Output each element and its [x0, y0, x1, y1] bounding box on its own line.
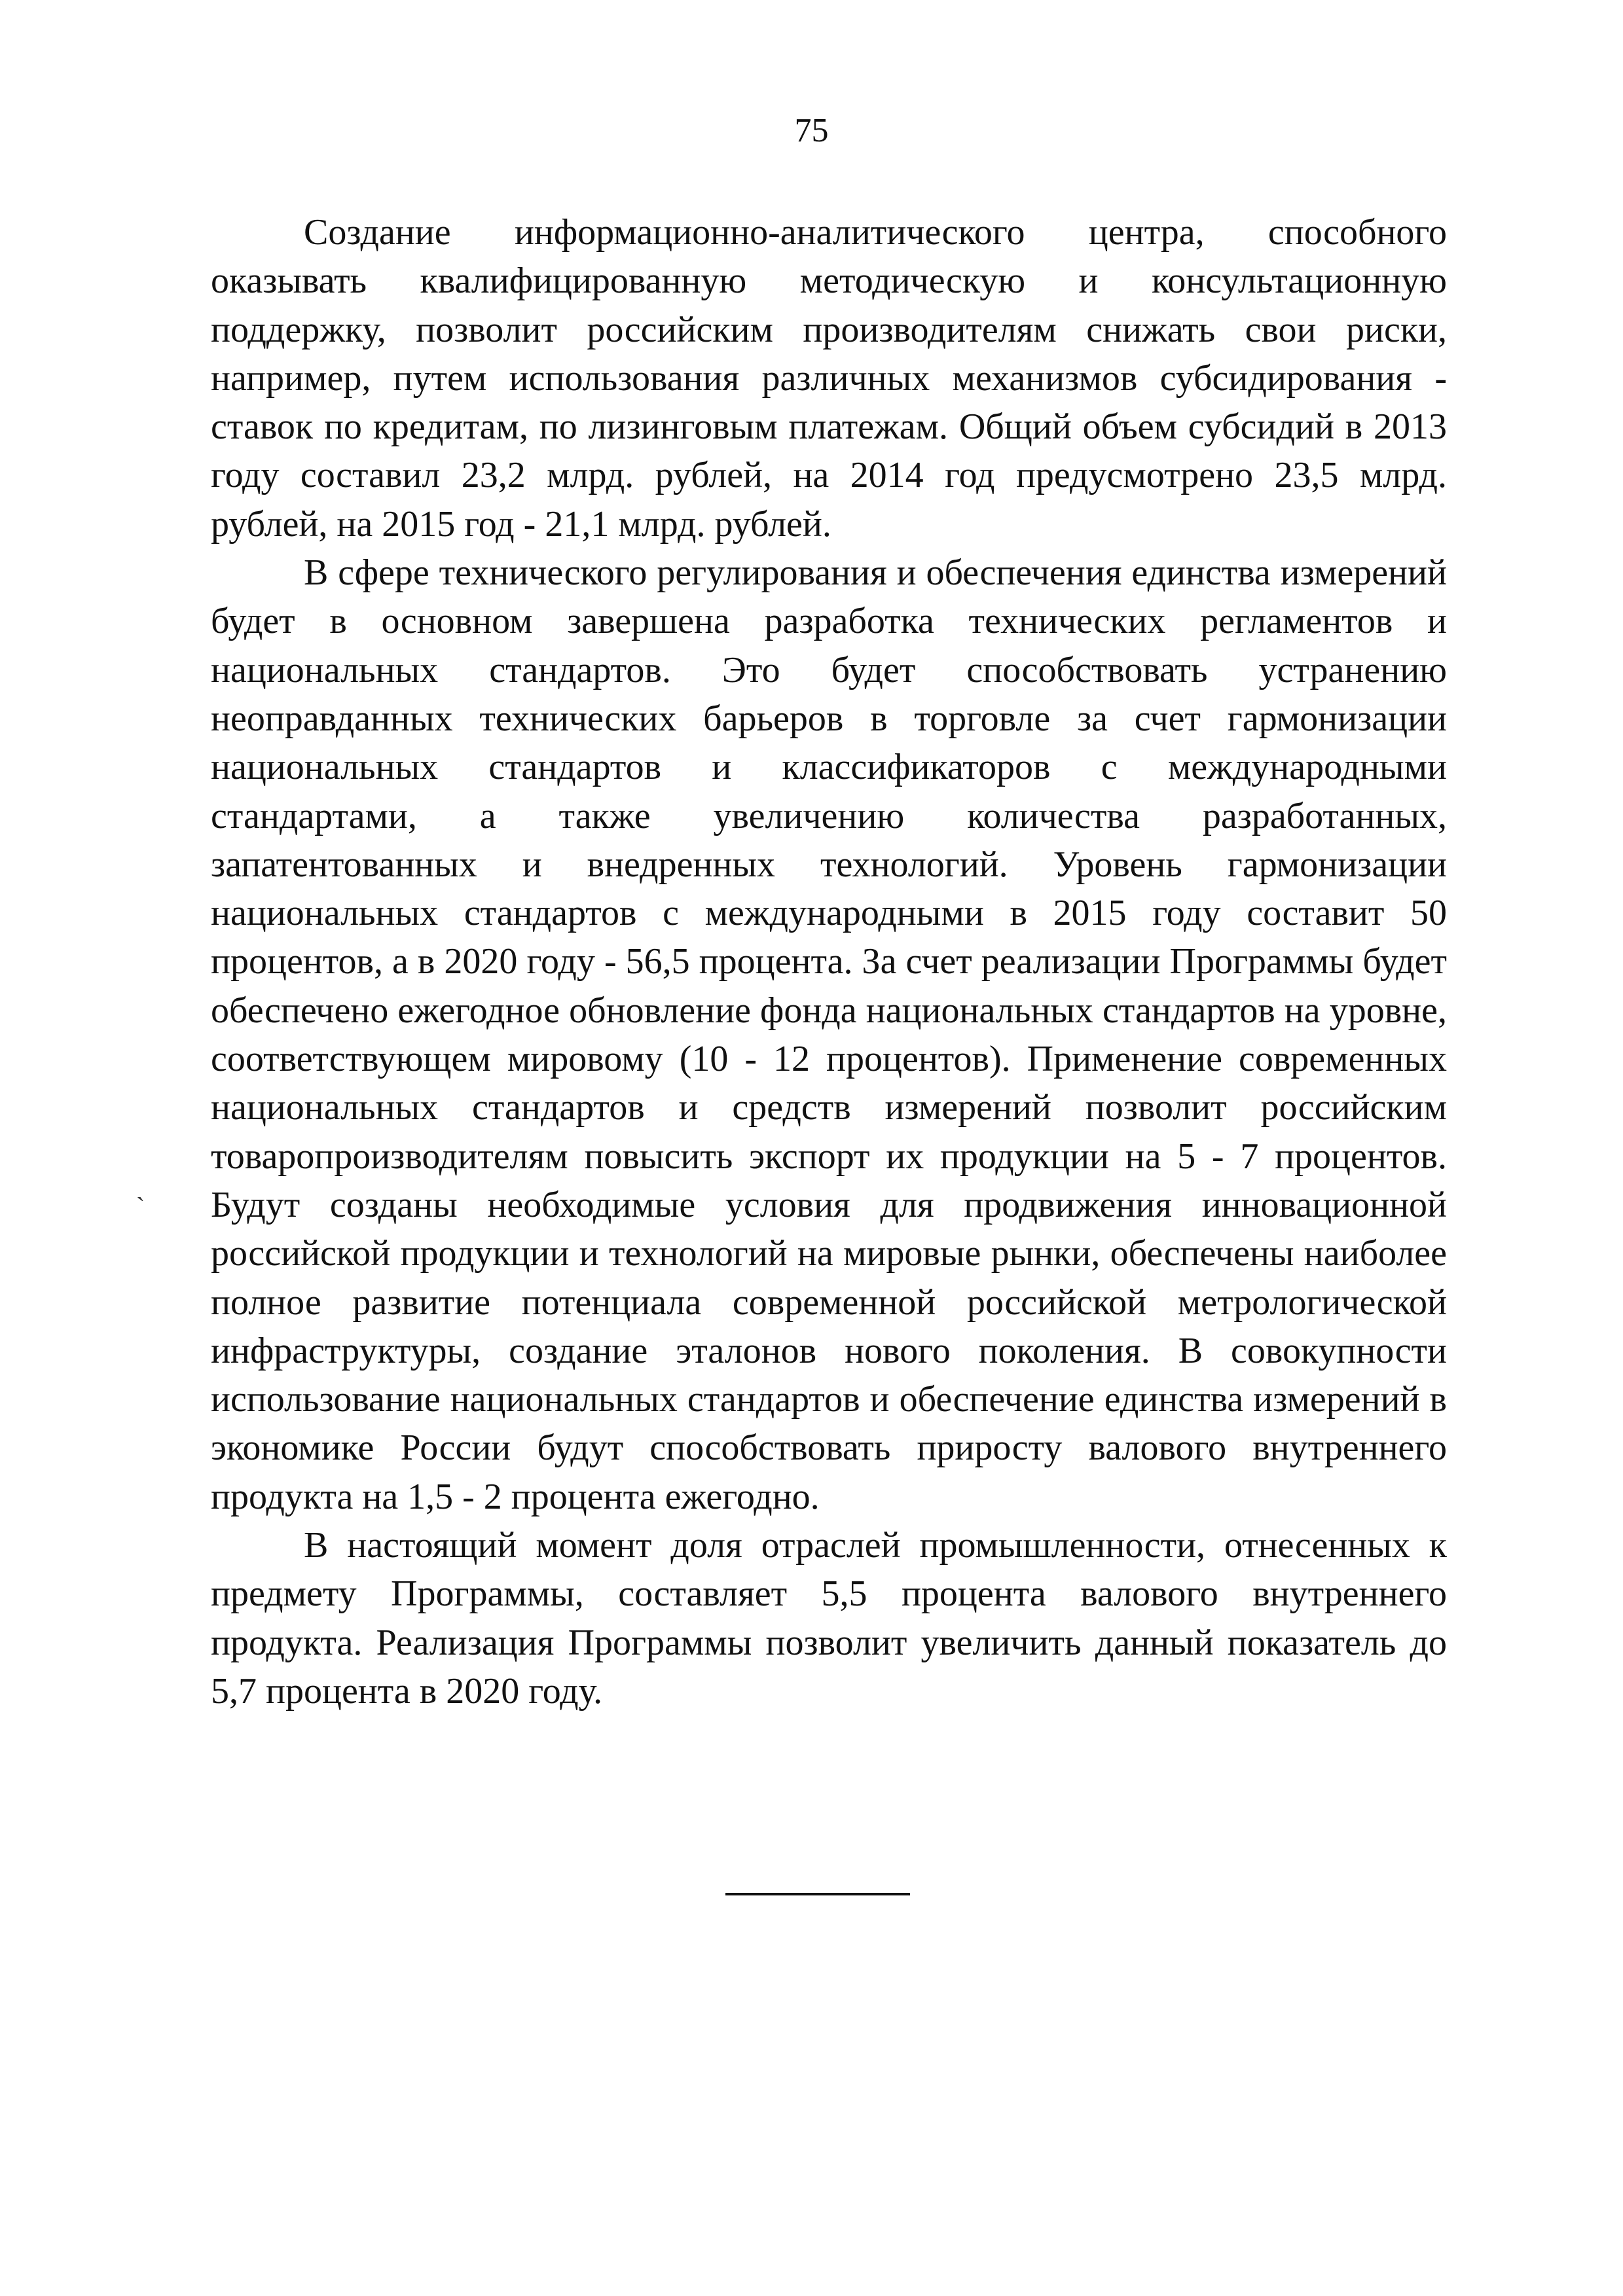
body-text — [211, 208, 1447, 1715]
page-number: 75 — [794, 112, 829, 149]
end-divider-line — [725, 1893, 910, 1895]
paragraph-industry-share: В настоящий момент доля отраслей промышленности, отнесенных к предмету Программы, составляет 5,5 процента валового внутреннего продукта. Реализация Программы позволит увеличить данный показатель до 5,7 процента в 2020 году. — [211, 1525, 1447, 1712]
paragraph-technical-regulation: В сфере технического регулирования и обеспечения единства измерений будет в основном завершена разработка технических регламентов и национальных стандартов. Это будет способствовать устранению неоправданных технических барьеров в торговле за счет гармонизации национальных стандартов и классификаторов с международными стандартами, а также увеличению количества разработанных, запатентованных и внедренных технологий. Уровень гармонизации национальных стандартов с международными в 2015 году составит 50 процентов, а в 2020 году - 56,5 процента. За счет реализации Программы будет обеспечено ежегодное обновление фонда национальных стандартов на уровне, соответствующем мировому (10 - 12 процентов). Применение современных национальных стандартов и средств измерений позволит российским товаропроизводителям повысить экспорт их продукции на 5 - 7 процентов. Будут созданы необходимые условия для продвижения инновационной российской продукции и технологий на мировые рынки, обеспечены наиболее полное развитие потенциала современной российской метрологической инфраструктуры, создание эталонов нового поколения. В совокупности использование национальных стандартов и обеспечение единства измерений в экономике России будут способствовать приросту валового внутреннего продукта на 1,5 - 2 процента ежегодно. — [211, 552, 1447, 1517]
stray-mark: ` — [136, 1192, 145, 1221]
paragraph-subsidies: Создание информационно-аналитического центра, способного оказывать квалифицированную методическую и консультационную поддержку, позволит российским производителям снижать свои риски, например, путем использования различных механизмов субсидирования - ставок по кредитам, по лизинговым платежам. Общий объем субсидий в 2013 году составил 23,2 млрд. рублей, на 2014 год предусмотрено 23,5 млрд. рублей, на 2015 год - 21,1 млрд. рублей. — [211, 212, 1447, 545]
